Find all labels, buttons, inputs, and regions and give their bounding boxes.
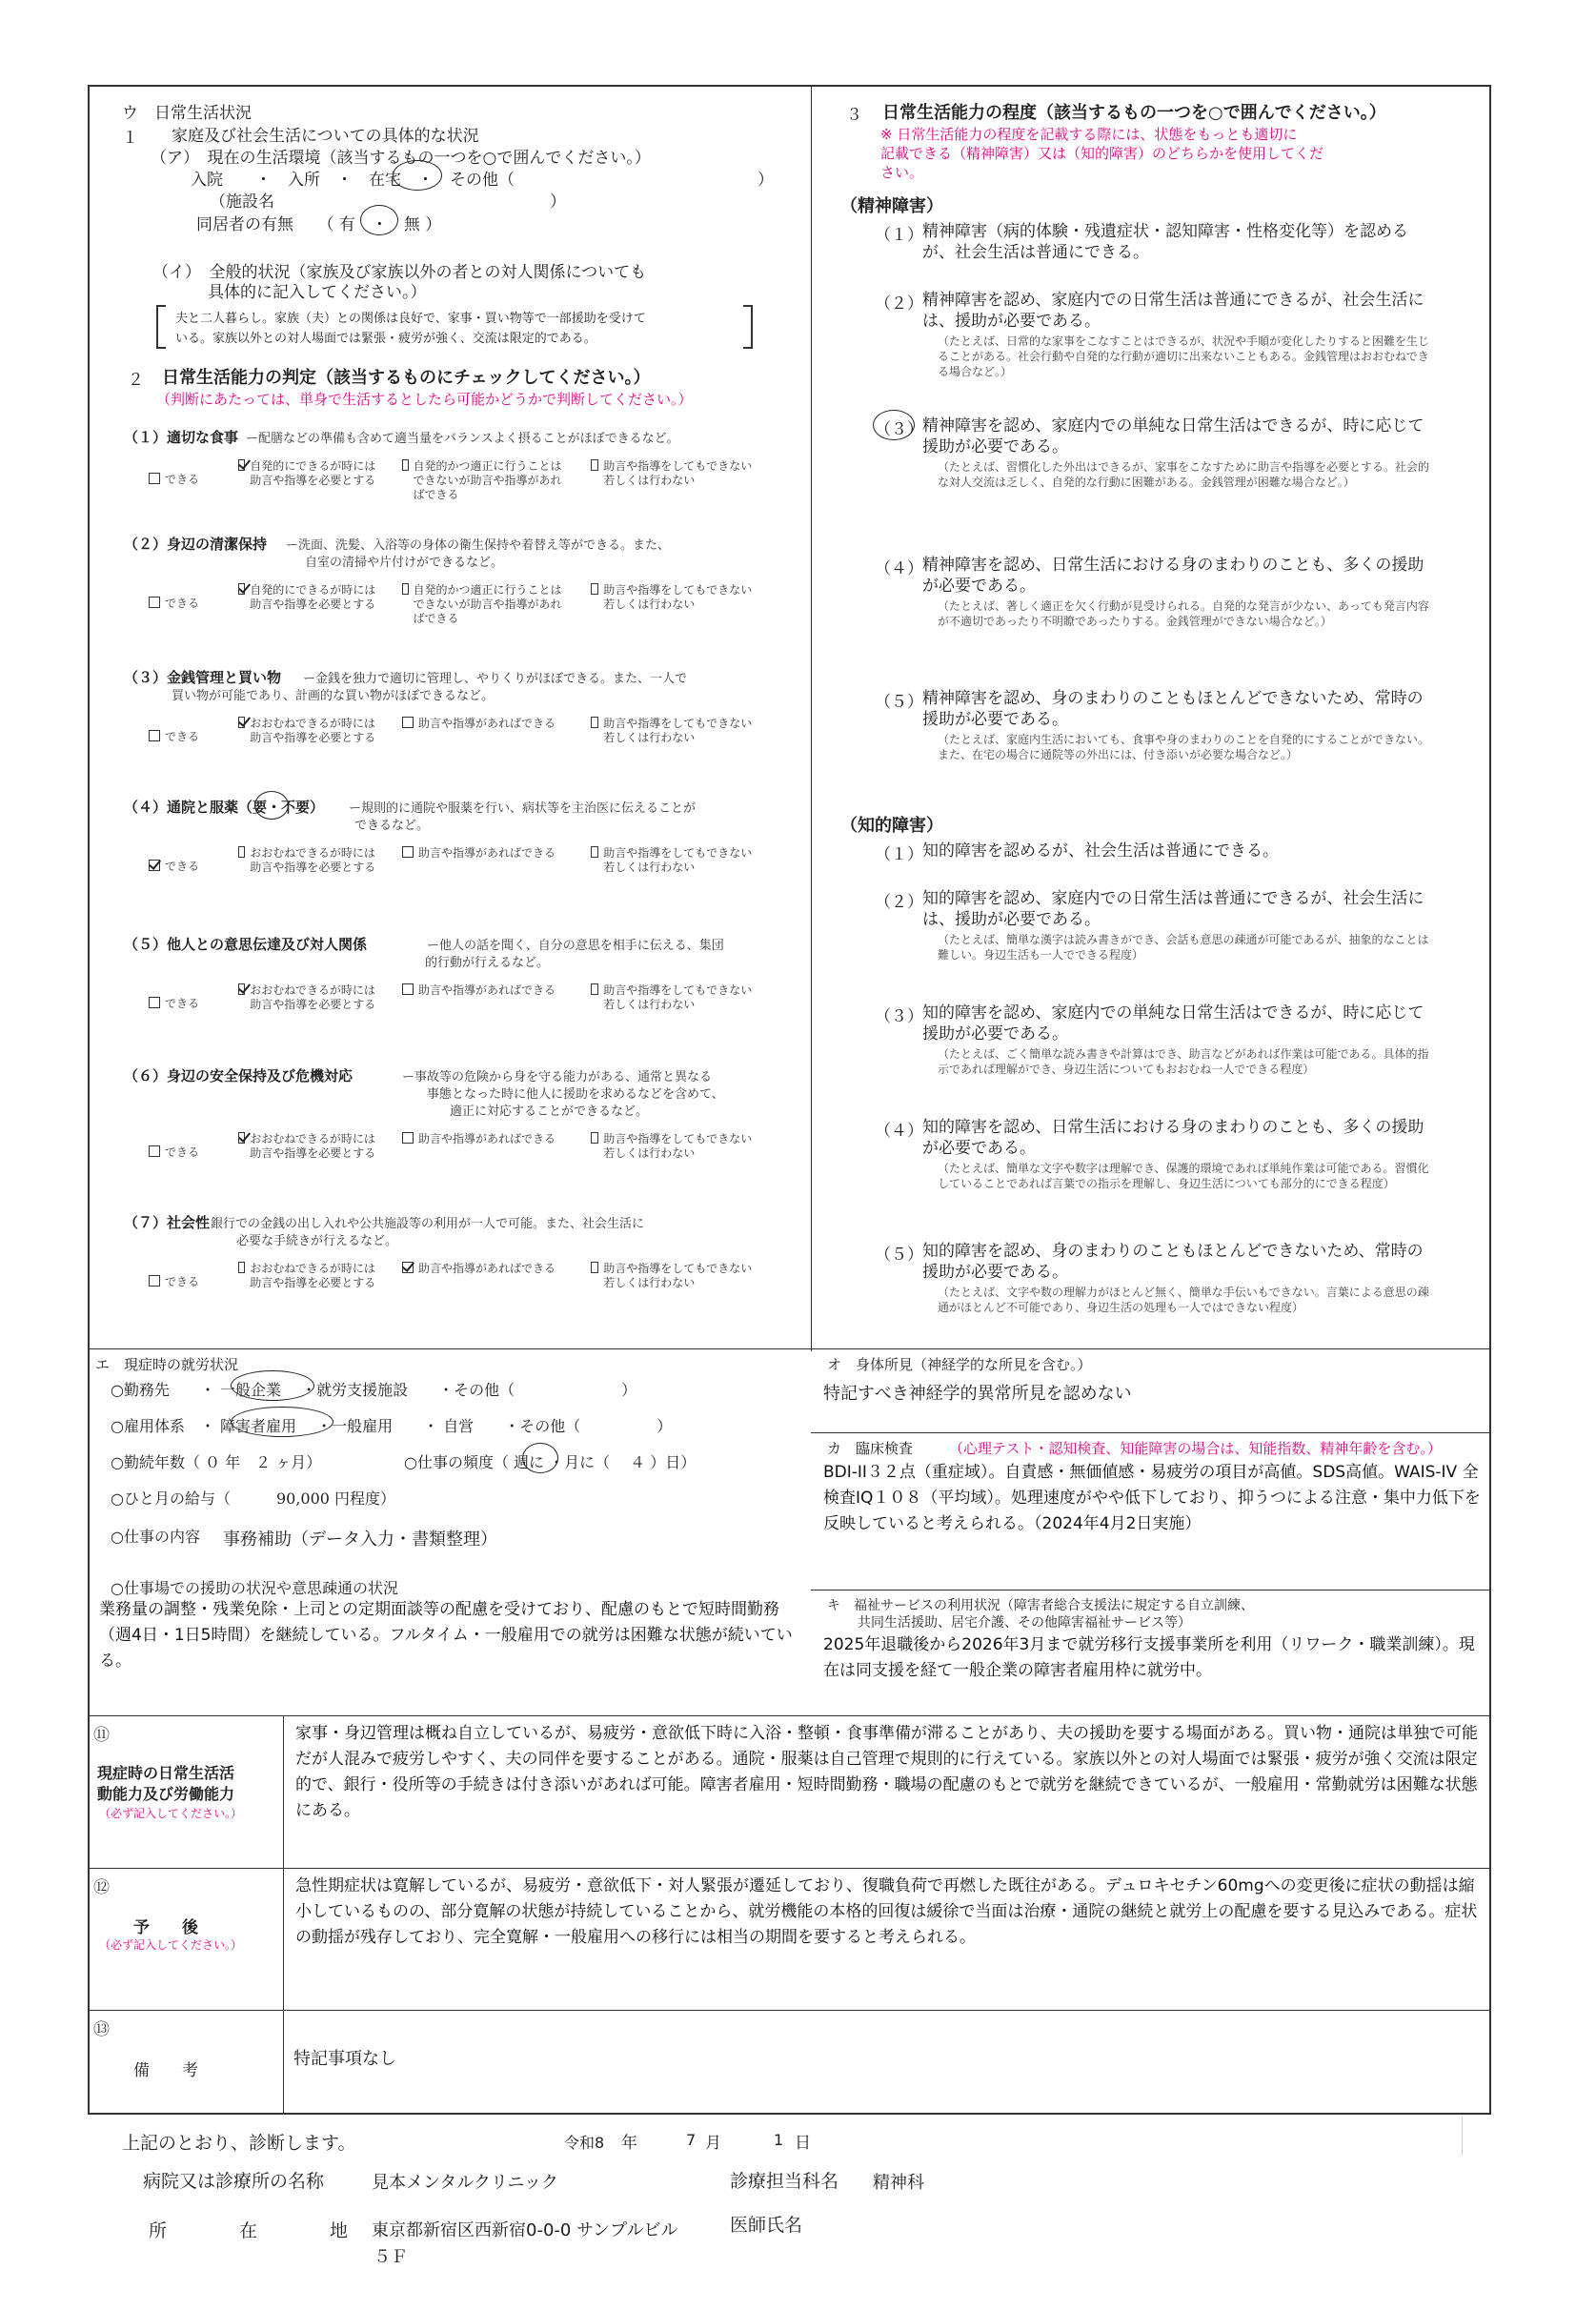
i-title: （イ） 全般的状況（家族及び家族以外の者との対人関係についても (152, 263, 647, 282)
degree-text: 精神障害を認め、家庭内での日常生活は普通にできるが、社会生活には、援助が必要である。 (922, 291, 1424, 331)
option-3[interactable] (402, 717, 569, 731)
item-desc: ー洗面、洗髪、入浴等の身体の衛生保持や着替え等ができる。また、 (286, 538, 671, 553)
date-day-unit: 日 (795, 2134, 811, 2153)
s12-text: 急性期症状は寛解しているが、易疲労・意欲低下・対人緊張が遷延しており、復職負荷で再燃した既往がある。デュロキセチン60mgへの変更後に症状の動揺は縮小しているものの、部分寛解の状態が持続していることから、就労機能の本格的回復は緩徐で当面は治療・通院の継続と就労上の配慮を要する見込みである。症状の動揺が残存しており、完全寛解・一般雇用への移行には相当の期間を要すると考えられる。 (295, 1876, 1478, 1947)
checkbox[interactable] (591, 717, 598, 728)
circle-shogaisha-koyo (231, 1407, 333, 1437)
work-row-support-label: ○仕事場での援助の状況や意思疎通の状況 (111, 1579, 398, 1597)
diagnosis-statement: 上記のとおり、診断します。 (122, 2133, 356, 2154)
degree-example: （たとえば、簡単な漢字は読み書きができ、会話も意思の疎通が可能であるが、抽象的なことは難しい。身辺生活も一人でできる程度） (938, 933, 1429, 962)
checkbox[interactable] (238, 1262, 245, 1273)
item-desc-2: できるなど。 (354, 819, 430, 833)
s11-label-1: 現症時の日常生活活 (97, 1764, 235, 1782)
sep-work (88, 1348, 1491, 1349)
degree-text: 精神障害を認め、身のまわりのこともほとんどできないため、常時の援助が必要である。 (922, 689, 1424, 729)
option-2[interactable] (238, 717, 381, 745)
s13-label: 備 考 (133, 2061, 198, 2080)
label-col-divider (283, 1715, 284, 2114)
option-label: 助言や指導をしてもできない若しくは行わない (603, 717, 753, 744)
checkbox[interactable] (402, 983, 414, 995)
clinical-title: カ 臨床検査 (827, 1440, 914, 1457)
s11-must: （必ず記入してください。） (99, 1807, 243, 1820)
r-note-3: さい。 (880, 164, 924, 181)
degree-number: （１） (875, 226, 923, 245)
option-3[interactable] (402, 583, 569, 626)
welfare-title-2: 共同生活援助、居宅介護、その他障害福祉サービス等） (858, 1615, 1191, 1631)
option-4[interactable] (591, 717, 753, 745)
item-desc: ー他人の話を聞く、自分の意思を相手に伝える、集団 (427, 939, 724, 953)
option-1[interactable] (149, 597, 225, 611)
item-desc: ー事故等の危険から身を守る能力がある、通常と異なる (402, 1070, 713, 1084)
welfare-text: 2025年退職後から2026年3月まで就労移行支援事業所を利用（リワーク・職業訓練）。現在は同支援を経て一般企業の障害者雇用枠に就労中。 (823, 1635, 1475, 1680)
option-label: 助言や指導があればできる (418, 717, 556, 730)
item-title: （５）他人との意思伝達及び対人関係 (124, 936, 368, 953)
work-row-employer: ○勤務先 ・ 一般企業 ・就労支援施設 ・その他（ ） (111, 1381, 637, 1399)
degree-text: 精神障害（病的体験・残遺症状・認知障害・性格変化等）を認めるが、社会生活は普通にできる。 (922, 222, 1408, 262)
option-label: 助言や指導をしてもできない若しくは行わない (603, 1132, 753, 1160)
option-label: 自発的かつ適正に行うことはできないが助言や指導があればできる (413, 459, 562, 501)
facility-name: （施設名 ） (210, 192, 566, 212)
degree-text: 精神障害を認め、日常生活における身のまわりのことも、多くの援助が必要である。 (922, 556, 1424, 596)
option-label: 助言や指導があればできる (418, 1132, 556, 1145)
option-4[interactable] (591, 1132, 753, 1161)
bracket-left (156, 305, 166, 349)
s13-text: 特記事項なし (293, 2049, 396, 2069)
checkbox[interactable] (591, 1262, 598, 1273)
u2-note: （判断にあたっては、単身で生活するとしたら可能かどうかで判断してください。） (156, 391, 693, 408)
checkbox[interactable] (149, 1275, 160, 1287)
department-label: 診療担当科名 (730, 2171, 839, 2192)
frame-bottom (88, 2113, 1491, 2115)
sep-clinical (811, 1590, 1489, 1591)
degree-text: 知的障害を認め、日常生活における身のまわりのことも、多くの援助が必要である。 (922, 1118, 1424, 1158)
environment-options: 入院 ・ 入所 ・ 在宅 ・ その他（ ） (191, 171, 774, 190)
checkbox[interactable] (238, 983, 245, 995)
checkbox[interactable] (402, 1132, 414, 1144)
item-desc-2: 買い物が可能であり、計画的な買い物がほぼできるなど。 (172, 689, 495, 703)
option-1[interactable] (149, 997, 225, 1011)
doctor-label: 医師氏名 (730, 2215, 803, 2236)
checkbox[interactable] (149, 860, 160, 871)
address-value-1: 東京都新宿区西新宿0-0-0 サンプルビル (372, 2220, 678, 2240)
option-2[interactable] (238, 1132, 381, 1161)
option-2[interactable] (238, 983, 381, 1012)
sep-11 (88, 1715, 1491, 1716)
checkbox[interactable] (238, 1132, 245, 1144)
hospital-label: 病院又は診療所の名称 (143, 2171, 325, 2192)
option-label: できる (165, 1145, 200, 1159)
option-1[interactable] (149, 730, 225, 744)
section-u-title: ウ 日常生活状況 (122, 104, 252, 123)
item-desc: ー配膳などの準備も含めて適当量をバランスよく摂ることがほぼできるなど。 (246, 432, 679, 446)
checkbox[interactable] (238, 583, 245, 595)
circle-zaitaku (393, 160, 442, 191)
option-label: 助言や指導をしてもできない若しくは行わない (603, 459, 753, 487)
option-2[interactable] (238, 1262, 381, 1290)
checkbox[interactable] (238, 846, 245, 858)
item-desc-2: 的行動が行えるなど。 (425, 956, 550, 970)
option-label: おおむねできるが時には助言や指導を必要とする (250, 1132, 376, 1160)
s13-number: ⑬ (93, 2020, 110, 2039)
work-row-tenure: ○勤続年数（ ０ 年 ２ ヶ月） (111, 1453, 322, 1471)
option-label: できる (165, 997, 200, 1010)
checkbox[interactable] (591, 459, 598, 471)
degree-example: （たとえば、習慣化した外出はできるが、家事をこなすために助言や指導を必要とする。社会的な対人交流は乏しく、自発的な行動に困難がある。金銭管理が困難な場合など。） (938, 460, 1430, 489)
circle-yo (254, 791, 289, 820)
intellectual-heading: （知的障害） (840, 816, 943, 836)
degree-example: （たとえば、日常的な家事をこなすことはできるが、状況や手順が変化したりすると困難を生じることがある。社会行動や自発的な行動が適切に出来ないこともある。金銭管理はおおむねできる場合など。） (938, 334, 1430, 378)
option-3[interactable] (402, 1132, 569, 1146)
option-label: できる (165, 597, 200, 610)
date-era: 令和8 (564, 2134, 605, 2152)
checkbox[interactable] (402, 717, 414, 728)
option-label: 助言や指導をしてもできない若しくは行わない (603, 983, 753, 1011)
option-4[interactable] (591, 459, 753, 488)
option-3[interactable] (402, 983, 569, 998)
circle-ippan-kigyo (231, 1370, 314, 1401)
option-3[interactable] (402, 846, 569, 861)
checkbox[interactable] (402, 459, 409, 471)
checkbox[interactable] (149, 997, 160, 1008)
option-label: おおむねできるが時には助言や指導を必要とする (250, 983, 376, 1011)
degree-example: （たとえば、文字や数の理解力がほとんど無く、簡単な手伝いもできない。言葉による意思の疎通がほとんど不可能であり、身辺生活の処理も一人ではできない程度） (938, 1286, 1429, 1314)
option-2[interactable] (238, 846, 381, 875)
option-label: 助言や指導があればできる (418, 846, 556, 860)
cohabitant: 同居者の有無 （ 有 ・ 無 ） (196, 215, 442, 234)
s12-number: ⑫ (93, 1878, 110, 1897)
u1-title: 家庭及び社会生活についての具体的な状況 (172, 127, 479, 146)
s11-text: 家事・身辺管理は概ね自立しているが、易疲労・意欲低下時に入浴・整頓・食事準備が滞ることがあり、夫の援助を要する場面がある。買い物・通院は単独で可能だが人混みで疲労しやすく、夫の同伴を要することがある。通院・服薬は自己管理で規則的に行えている。家族以外との対人場面では緊張・疲労が強く交流は限定的で、銀行・役所等の手続きは付き添いがあれば可能。障害者雇用・短時間勤務・職場の配慮のもとで就労を継続できているが、一般雇用・常勤就労は困難な状態にある。 (295, 1724, 1478, 1820)
option-1[interactable] (149, 860, 225, 874)
date-month-unit: 月 (705, 2134, 721, 2153)
checkbox[interactable] (402, 583, 409, 595)
option-2[interactable] (238, 459, 381, 488)
option-label: できる (165, 1275, 200, 1288)
checkbox[interactable] (591, 846, 598, 858)
option-label: 助言や指導をしてもできない若しくは行わない (603, 1262, 753, 1289)
degree-example: （たとえば、家庭内生活においても、食事や身のまわりのことを自発的にすることができない。また、在宅の場合に通院等の外出には、付き添いが必要な場合など。） (938, 733, 1430, 761)
option-label: 助言や指導があればできる (418, 983, 556, 997)
sep-13 (88, 2010, 1491, 2011)
option-label: おおむねできるが時には助言や指導を必要とする (250, 717, 376, 744)
item-desc-3: 適正に対応することができるなど。 (450, 1104, 649, 1119)
option-1[interactable] (149, 1145, 225, 1160)
item-title: （７）社会性 (124, 1214, 211, 1231)
degree-number: （２） (875, 893, 923, 912)
work-row-salary: ○ひと月の給与（ 90,000 円程度） (111, 1489, 396, 1508)
work-support-text: 業務量の調整・残業免除・上司との定期面談等の配慮を受けており、配慮のもとで短時間勤務（週4日・1日5時間）を継続している。フルタイム・一般雇用での就労は困難な状態が続いている。 (99, 1600, 793, 1671)
checkbox[interactable] (149, 473, 160, 484)
option-2[interactable] (238, 583, 381, 612)
item-title: （１）適切な食事 (124, 429, 239, 446)
physical-title: オ 身体所見（神経学的な所見を含む。） (827, 1356, 1092, 1373)
address-value-2: ５Ｆ (374, 2247, 408, 2267)
circle-mental-3 (873, 410, 915, 440)
general-text-1: 夫と二人暮らし。家族（夫）との関係は良好で、家事・買い物等で一部援助を受けて (175, 312, 646, 326)
option-label: おおむねできるが時には助言や指導を必要とする (250, 846, 376, 874)
option-label: できる (165, 730, 200, 743)
degree-text: 知的障害を認め、家庭内での日常生活は普通にできるが、社会生活には、援助が必要である。 (922, 889, 1424, 929)
frame-left (88, 85, 90, 2115)
department-value: 精神科 (873, 2173, 924, 2193)
r-number: ３ (846, 106, 862, 125)
general-text-2: いる。家族以外との対人場面では緊張・疲労が強く、交流は限定的である。 (175, 332, 596, 346)
degree-number: （４） (875, 559, 923, 578)
a-title: （ア） 現在の生活環境（該当するもの一つを○で囲んでください。） (151, 149, 651, 168)
u1-number: １ (122, 129, 138, 148)
option-label: できる (165, 860, 200, 873)
circle-ari (360, 205, 398, 235)
option-4[interactable] (591, 583, 753, 612)
hospital-value: 見本メンタルクリニック (372, 2173, 558, 2193)
option-label: 助言や指導をしてもできない若しくは行わない (603, 846, 753, 874)
checkbox[interactable] (402, 1262, 414, 1273)
checkbox[interactable] (591, 583, 598, 595)
s11-label-2: 動能力及び労働能力 (97, 1785, 235, 1803)
option-4[interactable] (591, 1262, 753, 1290)
clinical-text: BDI-II３２点（重症域）。自責感・無価値感・易疲労の項目が高値。SDS高値。WAIS-IV 全検査IQ１０８（平均域）。処理速度がやや低下しており、抑うつによる注意・集中力低下を反映していると考えられる。（2024年4月2日実施） (823, 1463, 1481, 1533)
item-desc-2: 事態となった時に他人に援助を求めるなどを含めて、 (427, 1087, 724, 1102)
r-note-1: ※ 日常生活能力の程度を記載する際には、状態をもっとも適切に (880, 126, 1298, 143)
option-3[interactable] (402, 459, 569, 502)
item-desc: ー金銭を独力で適切に管理し、やりくりがほぼできる。また、一人で (303, 672, 688, 686)
option-label: 助言や指導をしてもできない若しくは行わない (603, 583, 753, 611)
degree-example: （たとえば、著しく適正を欠く行動が見受けられる。自発的な発言が少ない、あっても発言内容が不適切であったり不明瞭であったりする。金銭管理ができない場合など。） (938, 599, 1429, 628)
option-label: 自発的にできるが時には助言や指導を必要とする (250, 583, 376, 611)
item-title: （３）金銭管理と買い物 (124, 669, 282, 686)
degree-example: （たとえば、簡単な文字や数字は理解でき、保護的環境であれば単純作業は可能である。習慣化していることであれば言葉での指示を理解し、身辺生活についても部分的にできる程度） (938, 1162, 1429, 1190)
checkbox[interactable] (591, 1132, 598, 1144)
checkbox[interactable] (591, 983, 598, 995)
work-row-content-value: 事務補助（データ入力・書類整理） (223, 1530, 497, 1550)
degree-text: 知的障害を認め、身のまわりのこともほとんどできないため、常時の援助が必要である。 (922, 1242, 1424, 1282)
option-label: おおむねできるが時には助言や指導を必要とする (250, 1262, 376, 1289)
column-divider (811, 85, 812, 1351)
checkbox[interactable] (238, 717, 245, 728)
item-title: （４）通院と服薬（要・不要） (124, 799, 325, 816)
degree-number: （４） (875, 1122, 923, 1141)
mental-heading: （精神障害） (840, 196, 943, 216)
degree-text: 精神障害を認め、家庭内での単純な日常生活はできるが、時に応じて援助が必要である。 (922, 416, 1424, 456)
degree-text: 知的障害を認めるが、社会生活は普通にできる。 (922, 841, 1279, 861)
circle-shu (522, 1443, 558, 1473)
option-1[interactable] (149, 1275, 225, 1289)
work-title: エ 現症時の就労状況 (95, 1356, 239, 1373)
signature-tick (1462, 2118, 1463, 2156)
bracket-right (743, 305, 753, 349)
item-title: （２）身辺の清潔保持 (124, 536, 268, 553)
option-3[interactable] (402, 1262, 569, 1276)
degree-number: （５） (875, 1246, 923, 1265)
degree-number: （５） (875, 693, 923, 712)
u2-title: 日常生活能力の判定（該当するものにチェックしてください。） (162, 368, 651, 388)
work-row-frequency: ○仕事の頻度（ 週に ・月に（ ４ ）日） (404, 1453, 697, 1471)
s12-must: （必ず記入してください。） (99, 1938, 243, 1952)
option-label: 自発的かつ適正に行うことはできないが助言や指導があればできる (413, 583, 562, 625)
degree-number: （３） (875, 1007, 923, 1026)
item-desc-2: 必要な手続きが行えるなど。 (236, 1234, 398, 1248)
checkbox[interactable] (149, 1145, 160, 1157)
r-note-2: 記載できる（精神障害）又は（知的障害）のどちらかを使用してくだ (880, 145, 1324, 162)
checkbox[interactable] (238, 459, 245, 471)
item-desc: ー銀行での金銭の出し入れや公共施設等の利用が一人で可能。また、社会生活に (198, 1217, 645, 1231)
date-year-unit: 年 (621, 2134, 637, 2153)
work-row-content-label: ○仕事の内容 (111, 1528, 200, 1546)
date-month: 7 (686, 2131, 697, 2149)
work-row-employment: ○雇用体系 ・ 障害者雇用 ・一般雇用 ・ 自営 ・その他（ ） (111, 1417, 673, 1435)
option-label: できる (165, 473, 200, 486)
i-title-2: 具体的に記入してください。） (208, 283, 427, 302)
date-day: 1 (774, 2131, 784, 2149)
sep-physical (811, 1432, 1489, 1433)
degree-number: （２） (875, 294, 923, 314)
item-desc-2: 自室の清掃や片付けができるなど。 (305, 556, 504, 570)
frame-right (1489, 85, 1491, 2115)
r-title: 日常生活能力の程度（該当するもの一つを○で囲んでください。） (882, 103, 1386, 123)
checkbox[interactable] (149, 730, 160, 741)
degree-number: （３） (875, 420, 923, 439)
clinical-note: （心理テスト・認知検査、知能障害の場合は、知能指数、精神年齢を含む。） (949, 1440, 1442, 1457)
item-title: （６）身辺の安全保持及び危機対応 (124, 1067, 354, 1084)
s11-number: ⑪ (93, 1726, 110, 1745)
s12-label: 予 後 (133, 1918, 198, 1937)
welfare-title-1: キ 福祉サービスの利用状況（障害者総合支援法に規定する自立訓練、 (827, 1598, 1254, 1613)
degree-text: 知的障害を認め、家庭内での単純な日常生活はできるが、時に応じて援助が必要である。 (922, 1003, 1424, 1044)
physical-text: 特記すべき神経学的異常所見を認めない (823, 1384, 1132, 1404)
option-label: 自発的にできるが時には助言や指導を必要とする (250, 459, 376, 487)
degree-number: （１） (875, 845, 923, 864)
option-4[interactable] (591, 846, 753, 875)
checkbox[interactable] (402, 846, 414, 858)
option-1[interactable] (149, 473, 225, 487)
option-4[interactable] (591, 983, 753, 1012)
checkbox[interactable] (149, 597, 160, 608)
degree-example: （たとえば、ごく簡単な読み書きや計算はでき、助言などがあれば作業は可能である。具体的指示であれば理解ができ、身辺生活についてもおおむね一人でできる程度） (938, 1047, 1429, 1076)
sep-12 (88, 1868, 1491, 1869)
u2-number: ２ (128, 371, 144, 390)
option-label: 助言や指導があればできる (418, 1262, 556, 1275)
address-label: 所 在 地 (149, 2220, 349, 2241)
item-desc: ー規則的に通院や服薬を行い、病状等を主治医に伝えることが (349, 801, 697, 816)
frame-top (88, 85, 1491, 87)
